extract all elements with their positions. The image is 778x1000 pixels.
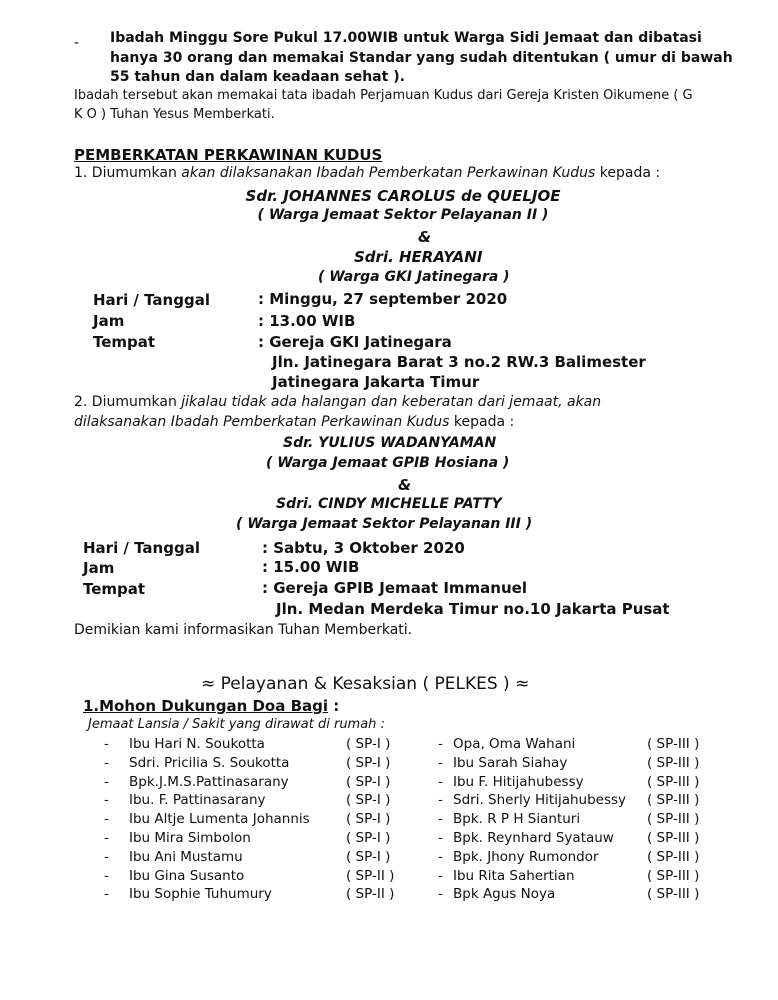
left-list-item-sector: ( SP-II ) [346, 886, 395, 903]
wedding-heading: PEMBERKATAN PERKAWINAN KUDUS [74, 146, 383, 164]
left-list-item-sector: ( SP-I ) [346, 754, 391, 771]
left-list-item-dash: - [104, 867, 109, 884]
item2-time-value: : 15.00 WIB [262, 558, 360, 576]
item2-place-label: Tempat [83, 580, 146, 598]
intro-note-1: Ibadah tersebut akan memakai tata ibadah Perjamuan Kudus dari Gereja Kristen Oikumene ( G [74, 88, 693, 103]
item1-day-label: Hari / Tanggal [93, 291, 210, 309]
right-list-item-dash: - [438, 754, 443, 771]
right-list-item-dash: - [438, 848, 443, 865]
right-list-item-sector: ( SP-III ) [647, 830, 700, 846]
item1-ampersand: & [418, 228, 432, 246]
right-list-item-dash: - [438, 867, 443, 884]
pelkes-sub-colon: : [328, 697, 340, 715]
item1-time-label: Jam [93, 312, 125, 330]
right-list-item-sector: ( SP-III ) [647, 773, 700, 790]
left-list-item-dash: - [104, 848, 109, 865]
left-list-item-sector: ( SP-I ) [346, 848, 391, 865]
left-list-item-name: Ibu Altje Lumenta Johannis [129, 811, 310, 828]
closing-text: Demikian kami informasikan Tuhan Memberkati. [74, 622, 413, 638]
item2-groom: Sdr. YULIUS WADANYAMAN [283, 435, 497, 451]
item2-lead2-tail: kepada : [449, 414, 515, 430]
left-list-item-sector: ( SP-II ) [346, 867, 395, 884]
left-list-item-dash: - [104, 773, 109, 790]
left-list-item-sector: ( SP-I ) [346, 811, 391, 828]
intro-note-2: K O ) Tuhan Yesus Memberkati. [74, 107, 275, 122]
left-list-item-dash: - [104, 830, 109, 846]
right-list-item-name: Ibu F. Hitijahubessy [453, 773, 584, 790]
left-list-item-name: Ibu Gina Susanto [129, 867, 245, 884]
item2-time-label: Jam [83, 559, 115, 577]
item1-lead [74, 165, 660, 181]
left-list-item-name: Sdri. Pricilia S. Soukotta [129, 754, 290, 771]
item1-lead-italic: akan dilaksanakan Ibadah Pemberkatan Perkawinan Kudus [181, 165, 596, 181]
intro-bullet: - [74, 35, 80, 51]
pelkes-sub-label: 1.Mohon Dukungan Doa Bagi [83, 697, 329, 715]
right-list-item-name: Sdri. Sherly Hitijahubessy [453, 792, 627, 809]
left-list-item-name: Ibu Hari N. Soukotta [129, 736, 265, 752]
left-list-item-sector: ( SP-I ) [346, 736, 391, 752]
item1-address-2: Jatinegara Jakarta Timur [272, 373, 480, 391]
right-list-item-name: Ibu Rita Sahertian [453, 867, 575, 884]
item1-place-value: : Gereja GKI Jatinegara [258, 333, 452, 351]
item1-time-value: : 13.00 WIB [258, 312, 356, 330]
item2-ampersand: & [398, 476, 412, 494]
pelkes-heading: ≈ Pelayanan & Kesaksian ( PELKES ) ≈ [201, 674, 530, 694]
item2-bride: Sdri. CINDY MICHELLE PATTY [276, 496, 502, 512]
left-list-item-name: Ibu Mira Simbolon [129, 830, 251, 846]
right-list-item-sector: ( SP-III ) [647, 886, 700, 903]
item1-place-label: Tempat [93, 333, 156, 351]
left-list-item-name: Bpk.J.M.S.Pattinasarany [129, 773, 289, 790]
item1-day-value: : Minggu, 27 september 2020 [258, 290, 508, 308]
item1-bride: Sdri. HERAYANI [354, 248, 483, 266]
intro-line-3: 55 tahun dan dalam keadaan sehat ). [110, 69, 405, 85]
right-list-item-sector: ( SP-III ) [647, 736, 700, 752]
intro-line-2: hanya 30 orang dan memakai Standar yang sudah ditentukan ( umur di bawah [110, 50, 733, 66]
left-list-item-dash: - [104, 736, 109, 752]
item2-lead-italic: jikalau tidak ada halangan dan keberatan dari jemaat, akan [181, 394, 602, 410]
right-list-item-sector: ( SP-III ) [647, 792, 700, 809]
item2-lead-2 [74, 414, 514, 430]
left-list-item-sector: ( SP-I ) [346, 773, 391, 790]
item1-groom: Sdr. JOHANNES CAROLUS de QUELJOE [245, 187, 561, 205]
right-list-item-dash: - [438, 830, 443, 846]
right-list-item-sector: ( SP-III ) [647, 754, 700, 771]
left-list-item-dash: - [104, 811, 109, 828]
right-list-item-dash: - [438, 886, 443, 903]
left-list-item-sector: ( SP-I ) [346, 792, 391, 809]
item2-groom-church: ( Warga Jemaat GPIB Hosiana ) [266, 455, 510, 471]
pelkes-subheading [83, 697, 339, 715]
intro-line-1: Ibadah Minggu Sore Pukul 17.00WIB untuk Warga Sidi Jemaat dan dibatasi [110, 30, 702, 46]
pelkes-group-label: Jemaat Lansia / Sakit yang dirawat di rumah : [88, 717, 385, 732]
item2-day-label: Hari / Tanggal [83, 539, 200, 557]
left-list-item-name: Ibu Sophie Tuhumury [129, 886, 272, 903]
item1-groom-church: ( Warga Jemaat Sektor Pelayanan II ) [257, 207, 549, 223]
right-list-item-name: Bpk. Jhony Rumondor [453, 848, 599, 865]
item2-bride-church: ( Warga Jemaat Sektor Pelayanan III ) [236, 516, 533, 532]
right-list-item-dash: - [438, 773, 443, 790]
right-list-item-name: Opa, Oma Wahani [453, 736, 576, 752]
item2-place-value: : Gereja GPIB Jemaat Immanuel [262, 579, 527, 597]
right-list-item-dash: - [438, 736, 443, 752]
left-list-item-name: Ibu. F. Pattinasarany [129, 792, 266, 809]
item1-lead-plain: 1. Diumumkan [74, 165, 182, 181]
right-list-item-dash: - [438, 811, 443, 828]
item1-bride-church: ( Warga GKI Jatinegara ) [318, 269, 510, 285]
right-list-item-sector: ( SP-III ) [647, 867, 700, 884]
right-list-item-dash: - [438, 792, 443, 809]
item2-lead2-italic: dilaksanakan Ibadah Pemberkatan Perkawinan Kudus [74, 414, 450, 430]
right-list-item-sector: ( SP-III ) [647, 811, 700, 828]
left-list-item-dash: - [104, 754, 109, 771]
left-list-item-dash: - [104, 792, 109, 809]
left-list-item-name: Ibu Ani Mustamu [129, 848, 243, 865]
item2-lead-plain: 2. Diumumkan [74, 394, 182, 410]
left-list-item-dash: - [104, 886, 109, 903]
right-list-item-name: Bpk Agus Noya [453, 886, 556, 903]
right-list-item-name: Bpk. Reynhard Syatauw [453, 830, 614, 846]
left-list-item-sector: ( SP-I ) [346, 830, 391, 846]
right-list-item-name: Ibu Sarah Siahay [453, 754, 568, 771]
item2-lead [74, 394, 601, 410]
item1-lead-tail: kepada : [595, 165, 661, 181]
item2-address-1: Jln. Medan Merdeka Timur no.10 Jakarta Pusat [276, 600, 670, 618]
right-list-item-sector: ( SP-III ) [647, 848, 700, 865]
item2-day-value: : Sabtu, 3 Oktober 2020 [262, 539, 465, 557]
right-list-item-name: Bpk. R P H Sianturi [453, 811, 581, 828]
item1-address-1: Jln. Jatinegara Barat 3 no.2 RW.3 Balimester [272, 353, 646, 371]
